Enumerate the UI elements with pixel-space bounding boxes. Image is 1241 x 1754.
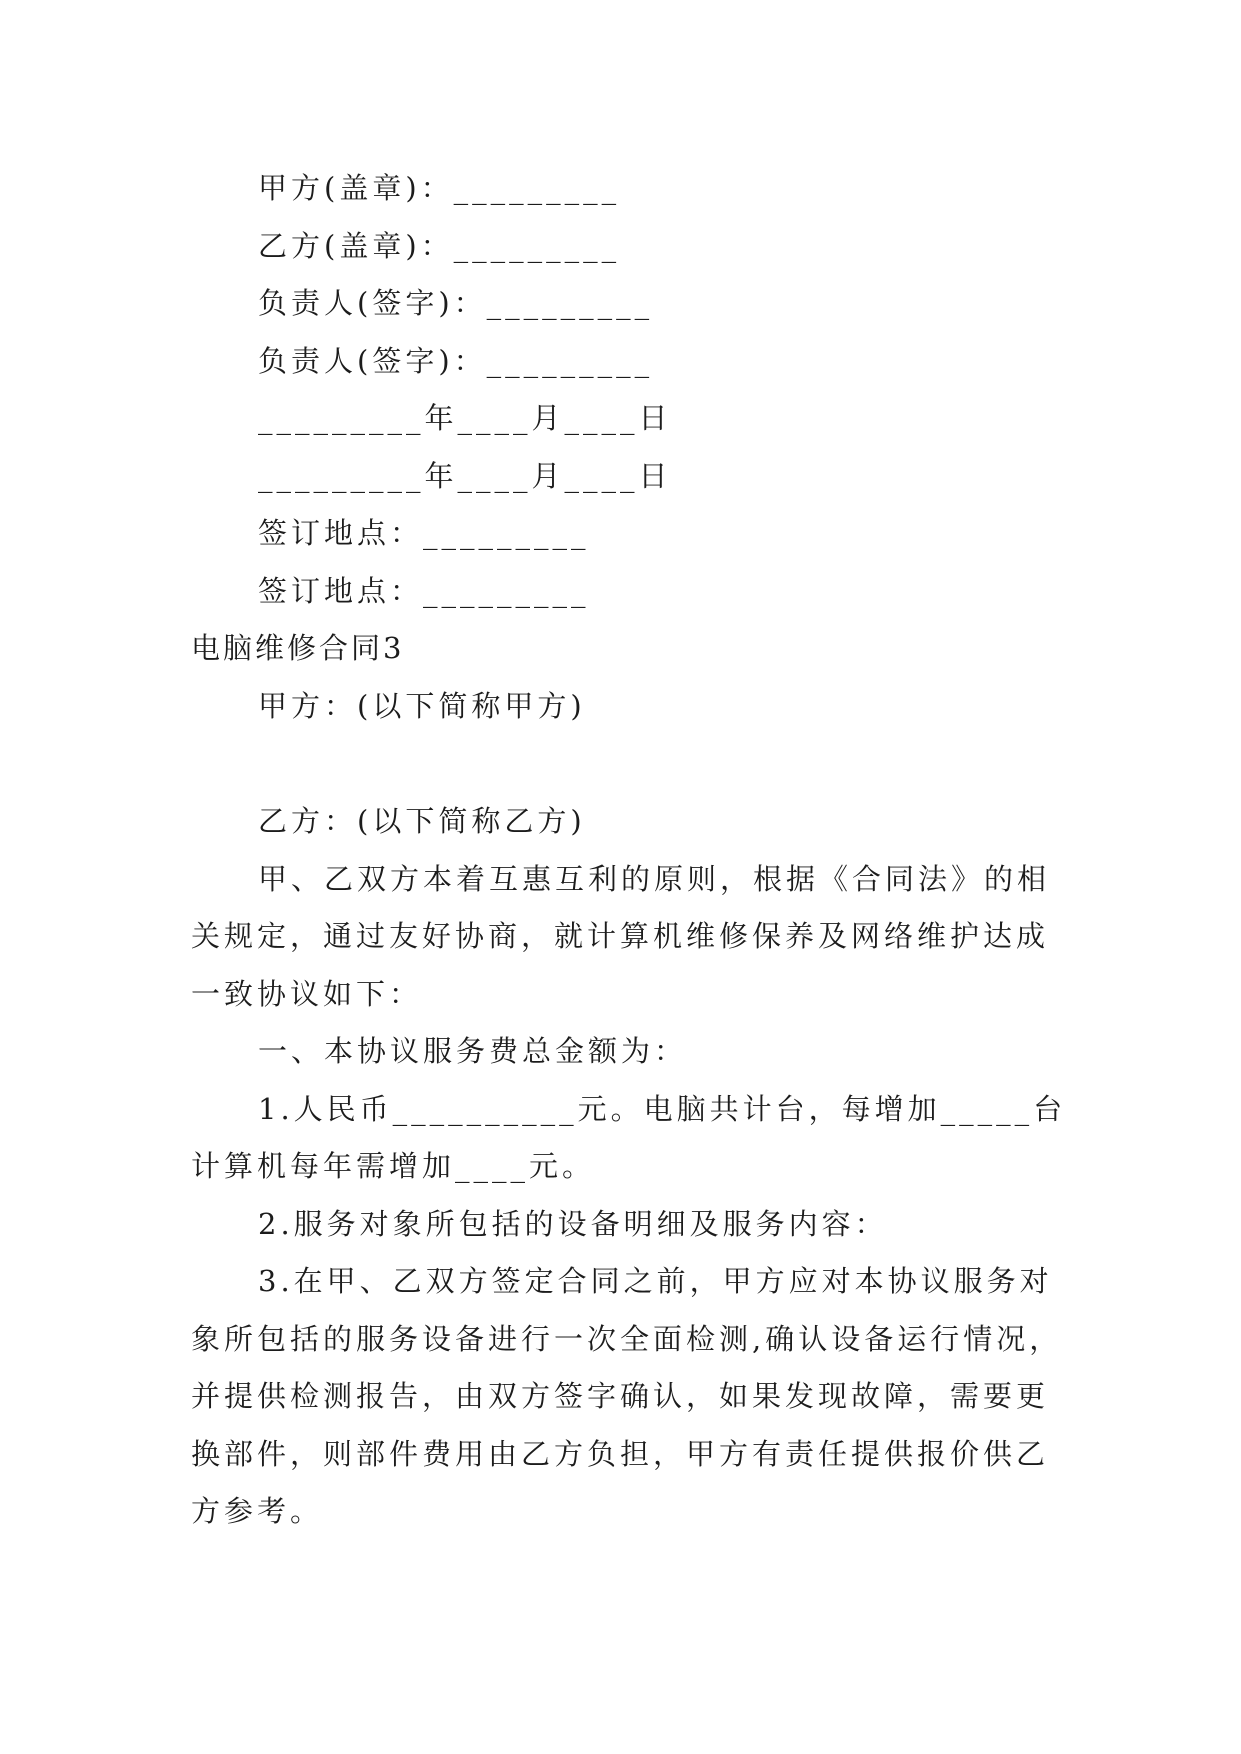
contract-title: 电脑维修合同3 — [191, 631, 405, 665]
party-b-place-line: 签订地点：_________ — [258, 574, 590, 608]
intro-line-3: 一致协议如下： — [191, 977, 423, 1011]
item-1-line-2: 计算机每年需增加____元。 — [191, 1149, 596, 1183]
section-1-title: 一、本协议服务费总金额为： — [258, 1034, 688, 1068]
item-3-line-2: 象所包括的服务设备进行一次全面检测,确认设备运行情况， — [191, 1322, 1063, 1356]
item-3-line-4: 换部件，则部件费用由乙方负担，甲方有责任提供报价供乙 — [191, 1437, 1050, 1471]
intro-line-1: 甲、乙双方本着互惠互利的原则，根据《合同法》的相 — [258, 862, 1051, 896]
party-a-signer-line: 负责人(签字)：_________ — [258, 286, 654, 320]
party-b-seal-line: 乙方(盖章)：_________ — [258, 229, 621, 263]
item-3-line-3: 并提供检测报告，由双方签字确认，如果发现故障，需要更 — [191, 1379, 1050, 1413]
item-2-line: 2.服务对象所包括的设备明细及服务内容： — [258, 1207, 888, 1241]
item-3-line-1: 3.在甲、乙双方签定合同之前，甲方应对本协议服务对 — [258, 1264, 1053, 1298]
party-a-date-line: _________年____月____日 — [258, 401, 672, 435]
party-b-date-line: _________年____月____日 — [258, 459, 672, 493]
party-a-seal-line: 甲方(盖章)：_________ — [258, 171, 621, 205]
party-b-signer-line: 负责人(签字)：_________ — [258, 344, 654, 378]
item-3-line-5: 方参考。 — [191, 1494, 324, 1528]
party-b-line: 乙方：(以下简称乙方) — [258, 804, 586, 838]
party-a-place-line: 签订地点：_________ — [258, 516, 590, 550]
party-a-line: 甲方：(以下简称甲方) — [258, 689, 586, 723]
intro-line-2: 关规定，通过友好协商，就计算机维修保养及网络维护达成 — [191, 919, 1050, 953]
item-1-line-1: 1.人民币__________元。电脑共计台，每增加_____台 — [258, 1092, 1067, 1126]
